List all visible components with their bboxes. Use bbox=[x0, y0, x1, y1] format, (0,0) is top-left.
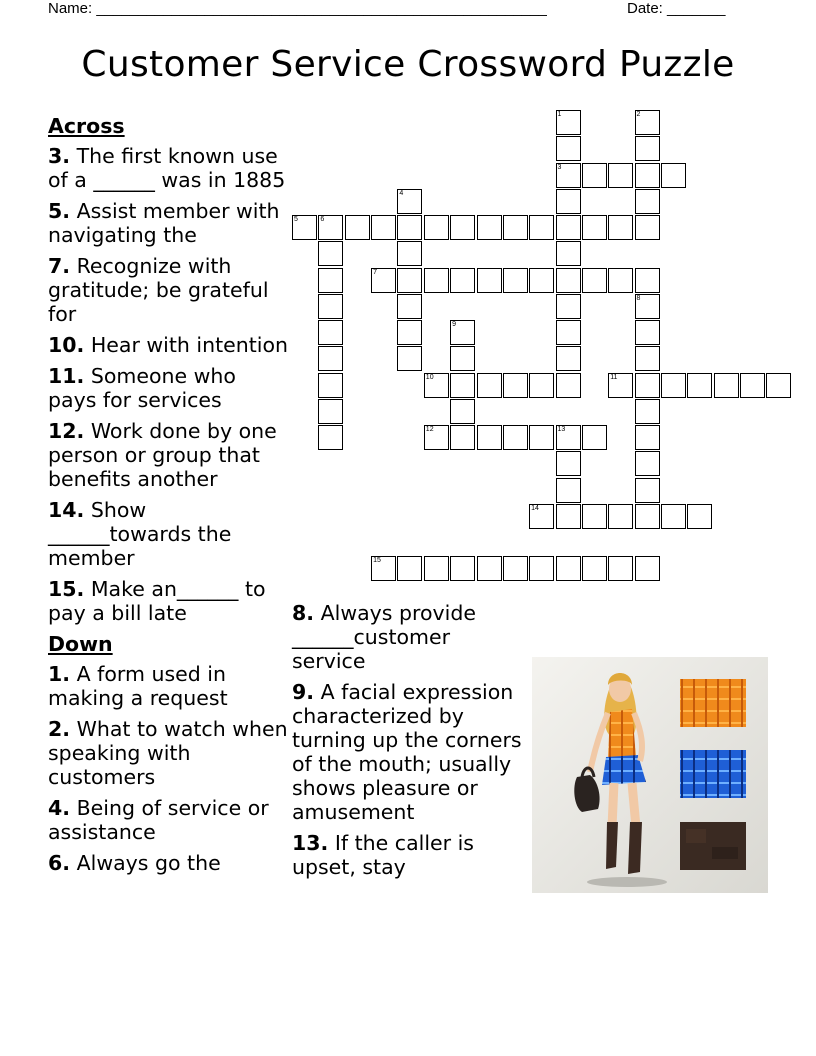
grid-cell-number: 6 bbox=[320, 216, 325, 223]
grid-cell-number: 9 bbox=[452, 321, 456, 328]
grid-cell[interactable] bbox=[608, 504, 633, 529]
grid-cell[interactable] bbox=[556, 320, 581, 345]
grid-cell[interactable] bbox=[740, 373, 765, 398]
clue-down-13: 13. If the caller is upset, stay bbox=[292, 831, 474, 879]
grid-cell[interactable] bbox=[503, 425, 528, 450]
grid-cell[interactable] bbox=[766, 373, 791, 398]
grid-cell[interactable] bbox=[397, 320, 422, 345]
grid-cell[interactable] bbox=[477, 425, 502, 450]
grid-cell[interactable] bbox=[687, 504, 712, 529]
grid-cell-number: 14 bbox=[531, 504, 539, 512]
clue-across-5: 5. Assist member with navigating the bbox=[48, 199, 280, 247]
clue-across-11: 11. Someone who pays for services bbox=[48, 364, 236, 412]
grid-cell[interactable] bbox=[318, 320, 343, 345]
grid-cell[interactable] bbox=[635, 189, 660, 214]
grid-cell[interactable] bbox=[450, 556, 475, 581]
grid-cell[interactable] bbox=[556, 451, 581, 476]
grid-cell[interactable] bbox=[556, 478, 581, 503]
grid-cell[interactable] bbox=[503, 268, 528, 293]
grid-cell[interactable] bbox=[661, 163, 686, 188]
clue-across-7: 7. Recognize with gratitude; be grateful for bbox=[48, 254, 269, 326]
grid-cell[interactable] bbox=[318, 268, 343, 293]
grid-cell[interactable] bbox=[556, 373, 581, 398]
grid-cell[interactable] bbox=[661, 504, 686, 529]
grid-cell[interactable] bbox=[635, 136, 660, 161]
grid-cell[interactable] bbox=[635, 215, 660, 240]
grid-cell[interactable] bbox=[556, 425, 581, 450]
grid-cell[interactable] bbox=[556, 346, 581, 371]
grid-cell-number: 3 bbox=[557, 163, 562, 171]
grid-cell[interactable] bbox=[345, 215, 370, 240]
grid-cell[interactable] bbox=[397, 241, 422, 266]
grid-cell[interactable] bbox=[503, 373, 528, 398]
grid-cell[interactable] bbox=[450, 373, 475, 398]
grid-cell-number: 10 bbox=[425, 373, 434, 381]
clue-across-10: 10. Hear with intention bbox=[48, 333, 289, 357]
clue-down-2: 2. What to watch when speaking with customers bbox=[48, 717, 288, 789]
grid-cell[interactable] bbox=[661, 373, 686, 398]
page-title: Customer Service Crossword Puzzle bbox=[81, 44, 735, 85]
grid-cell[interactable] bbox=[608, 556, 633, 581]
grid-cell[interactable] bbox=[608, 163, 633, 188]
grid-cell[interactable] bbox=[635, 399, 660, 424]
grid-cell[interactable] bbox=[608, 215, 633, 240]
grid-cell[interactable] bbox=[529, 556, 554, 581]
grid-cell-number: 13 bbox=[557, 426, 566, 433]
orange-plaid-swatch bbox=[680, 679, 746, 727]
grid-cell[interactable] bbox=[529, 425, 554, 450]
clue-down-6: 6. Always go the bbox=[48, 851, 221, 875]
grid-cell[interactable] bbox=[635, 504, 660, 529]
grid-cell[interactable] bbox=[635, 346, 660, 371]
grid-cell-number: 8 bbox=[636, 294, 641, 302]
clues-right-column bbox=[292, 601, 528, 886]
grid-cell[interactable] bbox=[556, 294, 581, 319]
grid-cell[interactable] bbox=[503, 215, 528, 240]
grid-cell[interactable] bbox=[397, 346, 422, 371]
grid-cell[interactable] bbox=[556, 136, 581, 161]
clue-across-14: 14. Show ______towards the member bbox=[48, 498, 232, 570]
grid-cell[interactable] bbox=[582, 268, 607, 293]
grid-cell[interactable] bbox=[529, 268, 554, 293]
grid-cell-number: 7 bbox=[373, 268, 377, 276]
grid-cell[interactable] bbox=[424, 425, 449, 450]
grid-cell[interactable] bbox=[450, 268, 475, 293]
grid-cell[interactable] bbox=[582, 556, 607, 581]
grid-cell[interactable] bbox=[318, 425, 343, 450]
grid-cell[interactable] bbox=[450, 215, 475, 240]
grid-cell[interactable] bbox=[635, 478, 660, 503]
grid-cell[interactable] bbox=[635, 425, 660, 450]
grid-cell[interactable] bbox=[318, 241, 343, 266]
grid-cell[interactable] bbox=[608, 373, 633, 398]
grid-cell[interactable] bbox=[556, 110, 581, 135]
grid-cell[interactable] bbox=[556, 189, 581, 214]
blue-plaid-swatch bbox=[680, 750, 746, 798]
grid-cell[interactable] bbox=[529, 504, 554, 529]
clue-across-12: 12. Work done by one person or group that benefits another bbox=[48, 419, 277, 491]
grid-cell[interactable] bbox=[635, 163, 660, 188]
grid-cell[interactable] bbox=[424, 373, 449, 398]
grid-cell[interactable] bbox=[582, 163, 607, 188]
clue-across-3: 3. The first known use of a ______ was in 1885 bbox=[48, 144, 286, 192]
grid-cell[interactable] bbox=[503, 556, 528, 581]
grid-cell[interactable] bbox=[582, 425, 607, 450]
grid-cell[interactable] bbox=[529, 373, 554, 398]
grid-cell[interactable] bbox=[608, 268, 633, 293]
grid-cell[interactable] bbox=[556, 241, 581, 266]
grid-cell[interactable] bbox=[556, 556, 581, 581]
grid-cell[interactable] bbox=[582, 504, 607, 529]
grid-cell[interactable] bbox=[529, 215, 554, 240]
grid-cell[interactable] bbox=[556, 163, 581, 188]
clue-down-4: 4. Being of service or assistance bbox=[48, 796, 269, 844]
down-heading: Down bbox=[48, 632, 113, 656]
grid-cell[interactable] bbox=[424, 268, 449, 293]
date-field[interactable]: Date: _______ bbox=[627, 0, 726, 17]
clue-down-9: 9. A facial expression characterized by turning up the corners of the mouth; usually shows pleasure or amusement bbox=[292, 680, 522, 824]
header bbox=[48, 0, 748, 20]
grid-cell[interactable] bbox=[318, 373, 343, 398]
grid-cell[interactable] bbox=[292, 215, 317, 240]
grid-cell[interactable] bbox=[424, 215, 449, 240]
grid-cell[interactable] bbox=[450, 320, 475, 345]
grid-cell[interactable] bbox=[450, 425, 475, 450]
grid-cell-number: 12 bbox=[425, 426, 434, 433]
grid-cell[interactable] bbox=[318, 215, 343, 240]
grid-cell-number: 5 bbox=[294, 216, 298, 223]
grid-cell-number: 2 bbox=[636, 111, 641, 118]
grid-cell[interactable] bbox=[397, 294, 422, 319]
grid-cell[interactable] bbox=[450, 399, 475, 424]
clue-down-8: 8. Always provide ______customer service bbox=[292, 601, 476, 673]
grid-cell[interactable] bbox=[424, 556, 449, 581]
grid-cell-number: 11 bbox=[610, 373, 618, 381]
grid-cell[interactable] bbox=[687, 373, 712, 398]
name-field[interactable]: Name: ______________________________________________________ bbox=[48, 0, 547, 17]
grid-cell[interactable] bbox=[318, 399, 343, 424]
across-heading: Across bbox=[48, 114, 125, 138]
fashion-illustration bbox=[532, 657, 768, 893]
grid-cell[interactable] bbox=[635, 268, 660, 293]
grid-cell[interactable] bbox=[714, 373, 739, 398]
grid-cell[interactable] bbox=[318, 346, 343, 371]
grid-cell[interactable] bbox=[397, 556, 422, 581]
grid-cell[interactable] bbox=[635, 451, 660, 476]
grid-cell[interactable] bbox=[556, 504, 581, 529]
grid-cell[interactable] bbox=[371, 268, 396, 293]
grid-cell-number: 15 bbox=[373, 557, 381, 565]
grid-cell[interactable] bbox=[635, 294, 660, 319]
grid-cell[interactable] bbox=[635, 110, 660, 135]
grid-cell[interactable] bbox=[450, 346, 475, 371]
grid-cell[interactable] bbox=[397, 215, 422, 240]
grid-cell-number: 1 bbox=[557, 111, 562, 118]
grid-cell[interactable] bbox=[582, 215, 607, 240]
grid-cell[interactable] bbox=[635, 320, 660, 345]
grid-cell[interactable] bbox=[318, 294, 343, 319]
grid-cell[interactable] bbox=[556, 215, 581, 240]
grid-cell[interactable] bbox=[556, 268, 581, 293]
clues-left-column bbox=[48, 114, 288, 882]
grid-cell[interactable] bbox=[635, 373, 660, 398]
grid-cell-number: 4 bbox=[399, 189, 404, 197]
grid-cell[interactable] bbox=[477, 556, 502, 581]
grid-cell[interactable] bbox=[477, 373, 502, 398]
clue-down-1: 1. A form used in making a request bbox=[48, 662, 228, 710]
grid-cell[interactable] bbox=[371, 556, 396, 581]
grid-cell[interactable] bbox=[477, 268, 502, 293]
grid-cell[interactable] bbox=[635, 556, 660, 581]
grid-cell[interactable] bbox=[477, 215, 502, 240]
clue-across-15: 15. Make an______ to pay a bill late bbox=[48, 577, 266, 625]
grid-cell[interactable] bbox=[397, 189, 422, 214]
grid-cell[interactable] bbox=[397, 268, 422, 293]
grid-cell[interactable] bbox=[371, 215, 396, 240]
